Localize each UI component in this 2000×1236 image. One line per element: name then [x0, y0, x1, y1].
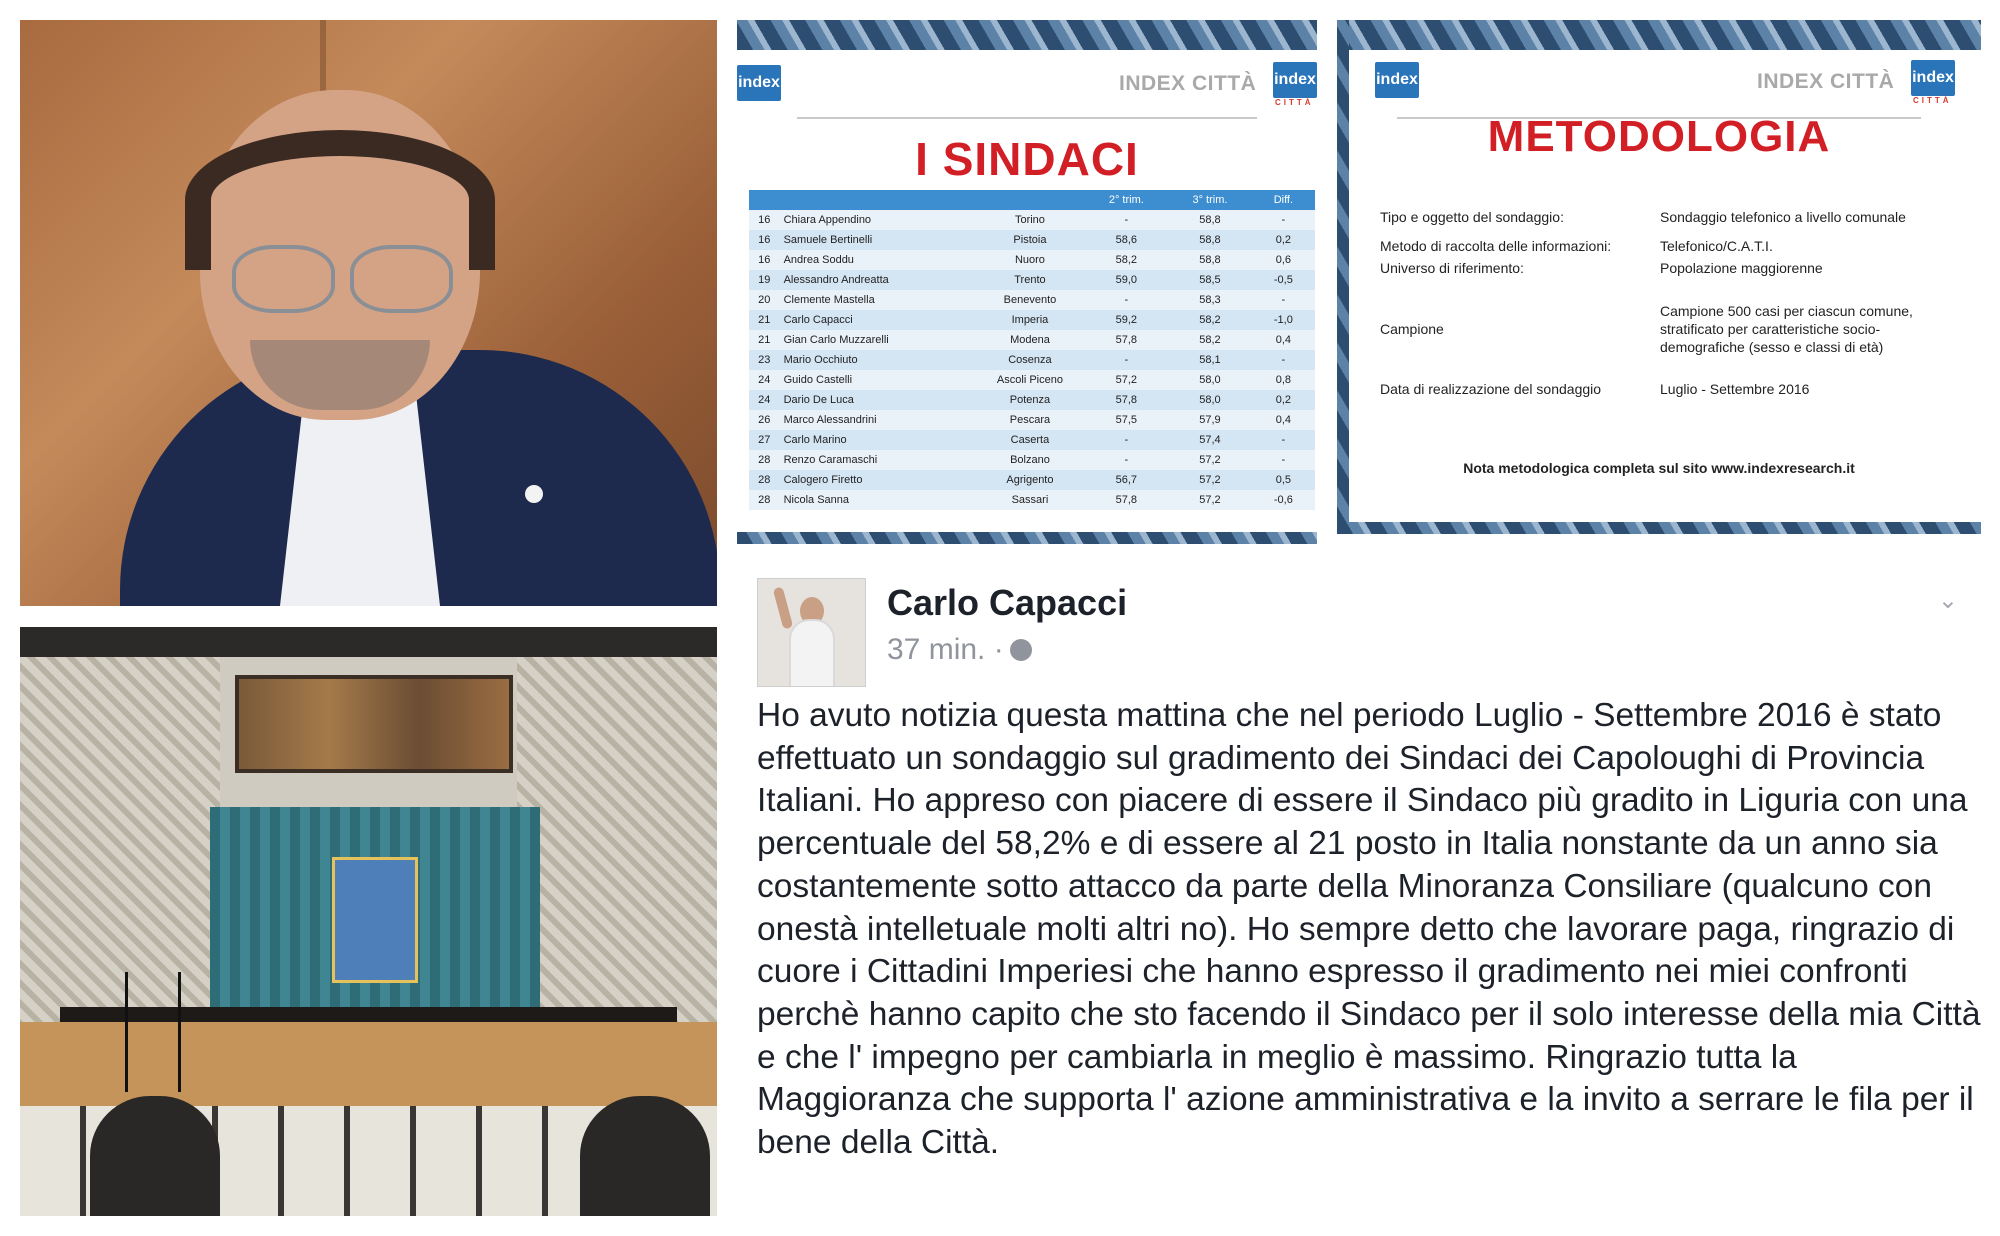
diff-cell: - [1252, 430, 1315, 450]
q2-score-cell: - [1085, 210, 1169, 230]
slide-sindaci [737, 20, 1317, 544]
mayor-name-cell: Mario Occhiuto [780, 350, 976, 370]
glasses-right-lens [350, 245, 453, 313]
diff-cell: 0,4 [1252, 330, 1315, 350]
q2-score-cell: 57,8 [1085, 330, 1169, 350]
table-row [749, 410, 1315, 430]
post-text: Ho avuto notizia questa mattina che nel periodo Luglio - Settembre 2016 è stato effettuato un sondaggio sul gradimento dei Sindaci dei Capoloughi di Provincia Italiani. Ho appreso con piacere di essere il Sindaco più gradito in Liguria con una percentuale del 58,2% e di essere al 21 posto in Italia nonstante da un anno sia costantemente sotto attacco da parte della Minoranza Consiliare (qualcuno con onestà intelletuale molti altri no). Ho sempre detto che lavorare paga, ringrazio di cuore i Cittadini Imperiesi che hanno espresso il gradimento nei miei confronti perchè hanno capito che sto facendo il Sindaco per il solo interesse della mia Città e che l' impegno per cambiarla in meglio è massimo. Ringrazio tutta la Maggioranza che supporta l' azione amministrativa e la invito a serrare le fila per il bene della Città. [757, 697, 1981, 1162]
rank-cell: 21 [749, 330, 780, 350]
q2-score-cell: 57,5 [1085, 410, 1169, 430]
council-hall-photo [20, 627, 717, 1216]
q3-score-cell: 57,2 [1168, 450, 1252, 470]
table-row [749, 450, 1315, 470]
q2-score-cell: - [1085, 450, 1169, 470]
chevron-down-icon[interactable]: ⌄ [1937, 587, 1958, 614]
q2-score-cell: 58,6 [1085, 230, 1169, 250]
method-value: Telefonico/C.A.T.I. [1660, 238, 1773, 254]
rank-cell: 23 [749, 350, 780, 370]
diff-cell: 0,5 [1252, 470, 1315, 490]
city-cell: Modena [975, 330, 1084, 350]
brand-label: INDEX CITTÀ [1757, 70, 1895, 93]
mayor-name-cell: Chiara Appendino [780, 210, 976, 230]
q3-score-cell: 57,4 [1168, 430, 1252, 450]
slide-title: I SINDACI [915, 133, 1139, 185]
city-cell: Sassari [975, 490, 1084, 510]
diff-cell: - [1252, 450, 1315, 470]
table-row [749, 330, 1315, 350]
q3-score-cell: 58,8 [1168, 250, 1252, 270]
city-cell: Torino [975, 210, 1084, 230]
q3-score-cell: 58,2 [1168, 330, 1252, 350]
index-citta-logo-sub: CITTÀ [1913, 96, 1952, 105]
city-cell: Pistoia [975, 230, 1084, 250]
facebook-post [737, 560, 1990, 1230]
diff-cell: - [1252, 350, 1315, 370]
q2-score-cell: 58,2 [1085, 250, 1169, 270]
table-row [749, 390, 1315, 410]
q2-score-cell: 57,2 [1085, 370, 1169, 390]
diff-cell: -1,0 [1252, 310, 1315, 330]
header-rule [797, 117, 1257, 119]
city-cell: Caserta [975, 430, 1084, 450]
method-label: Tipo e oggetto del sondaggio: [1380, 209, 1564, 225]
marble-wall-right [517, 627, 717, 1027]
q2-score-cell: - [1085, 350, 1169, 370]
city-cell: Trento [975, 270, 1084, 290]
mayor-name-cell: Carlo Marino [780, 430, 976, 450]
table-header-row [749, 190, 1315, 210]
index-citta-logo-sub: CITTÀ [1275, 98, 1314, 107]
ceiling [20, 627, 717, 657]
table-row [749, 350, 1315, 370]
city-cell: Ascoli Piceno [975, 370, 1084, 390]
table-row [749, 370, 1315, 390]
q2-score-cell: 59,2 [1085, 310, 1169, 330]
lapel-pin [525, 485, 543, 503]
method-value: Campione 500 casi per ciascun comune, stratificato per caratteristiche socio-demografiche (sesso e classi di età) [1660, 303, 1913, 355]
rank-cell: 27 [749, 430, 780, 450]
diff-cell: 0,8 [1252, 370, 1315, 390]
column-header-diff: Diff. [1252, 190, 1315, 210]
index-logo: index [1375, 62, 1419, 98]
rank-cell: 16 [749, 230, 780, 250]
column-header-q2: 2° trim. [1085, 190, 1169, 210]
column-header [749, 190, 780, 210]
mayor-name-cell: Andrea Soddu [780, 250, 976, 270]
mayor-name-cell: Clemente Mastella [780, 290, 976, 310]
column-header [975, 190, 1084, 210]
q2-score-cell: 57,8 [1085, 490, 1169, 510]
rank-cell: 28 [749, 450, 780, 470]
mayor-name-cell: Samuele Bertinelli [780, 230, 976, 250]
slide-frame-bottom [737, 532, 1317, 544]
rank-cell: 28 [749, 470, 780, 490]
avatar-body [791, 621, 833, 687]
table-row [749, 290, 1315, 310]
slide-title: METODOLOGIA [1487, 112, 1831, 161]
mayor-name-cell: Guido Castelli [780, 370, 976, 390]
q3-score-cell: 58,0 [1168, 390, 1252, 410]
q3-score-cell: 58,8 [1168, 230, 1252, 250]
table-row [749, 490, 1315, 510]
diff-cell: 0,4 [1252, 410, 1315, 430]
mayor-name-cell: Calogero Firetto [780, 470, 976, 490]
q2-score-cell: 56,7 [1085, 470, 1169, 490]
ranking-table [749, 190, 1315, 510]
mayor-name-cell: Nicola Sanna [780, 490, 976, 510]
q3-score-cell: 58,2 [1168, 310, 1252, 330]
city-cell: Potenza [975, 390, 1084, 410]
marble-wall-left [20, 627, 220, 1027]
city-cell: Nuoro [975, 250, 1084, 270]
city-banner [332, 857, 418, 983]
rank-cell: 16 [749, 210, 780, 230]
post-timestamp[interactable]: 37 min. · [887, 633, 1004, 666]
mayor-name-cell: Renzo Caramaschi [780, 450, 976, 470]
methodology-note: Nota metodologica completa sul sito www.indexresearch.it [1463, 460, 1855, 476]
q3-score-cell: 58,1 [1168, 350, 1252, 370]
glasses-left-lens [232, 245, 335, 313]
diff-cell: - [1252, 210, 1315, 230]
rank-cell: 20 [749, 290, 780, 310]
table-row [749, 470, 1315, 490]
table-row [749, 250, 1315, 270]
q3-score-cell: 57,2 [1168, 470, 1252, 490]
slide-frame-bottom [1337, 522, 1981, 534]
q3-score-cell: 58,3 [1168, 290, 1252, 310]
column-header-q3: 3° trim. [1168, 190, 1252, 210]
diff-cell: -0,6 [1252, 490, 1315, 510]
mayor-name-cell: Marco Alessandrini [780, 410, 976, 430]
avatar[interactable] [757, 578, 866, 687]
slide-frame-top [1337, 20, 1981, 50]
slide-metodologia [1337, 20, 1981, 534]
city-cell: Cosenza [975, 350, 1084, 370]
method-value: Popolazione maggiorenne [1660, 260, 1823, 276]
city-cell: Pescara [975, 410, 1084, 430]
diff-cell: 0,2 [1252, 230, 1315, 250]
mayor-name-cell: Gian Carlo Muzzarelli [780, 330, 976, 350]
q2-score-cell: 57,8 [1085, 390, 1169, 410]
method-value: Luglio - Settembre 2016 [1660, 381, 1810, 397]
city-cell: Benevento [975, 290, 1084, 310]
q3-score-cell: 58,8 [1168, 210, 1252, 230]
city-cell: Agrigento [975, 470, 1084, 490]
slide-frame-left [1337, 20, 1349, 534]
avatar-arm [773, 586, 794, 629]
mayor-name-cell: Carlo Capacci [780, 310, 976, 330]
diff-cell: - [1252, 290, 1315, 310]
rank-cell: 28 [749, 490, 780, 510]
audience-member [90, 1096, 220, 1216]
globe-icon [1010, 639, 1032, 661]
index-citta-logo: index [1273, 62, 1317, 98]
index-citta-logo: index [1911, 60, 1955, 96]
q3-score-cell: 58,5 [1168, 270, 1252, 290]
author-name[interactable]: Carlo Capacci [887, 582, 1128, 623]
index-logo: index [737, 65, 781, 101]
city-cell: Imperia [975, 310, 1084, 330]
q3-score-cell: 57,2 [1168, 490, 1252, 510]
rank-cell: 19 [749, 270, 780, 290]
column-header [780, 190, 976, 210]
q3-score-cell: 58,0 [1168, 370, 1252, 390]
rank-cell: 24 [749, 390, 780, 410]
table-row [749, 310, 1315, 330]
q3-score-cell: 57,9 [1168, 410, 1252, 430]
rank-cell: 24 [749, 370, 780, 390]
rank-cell: 21 [749, 310, 780, 330]
mayor-name-cell: Dario De Luca [780, 390, 976, 410]
method-label: Metodo di raccolta delle informazioni: [1380, 238, 1612, 254]
diff-cell: 0,2 [1252, 390, 1315, 410]
mayor-name-cell: Alessandro Andreatta [780, 270, 976, 290]
table-row [749, 270, 1315, 290]
diff-cell: -0,5 [1252, 270, 1315, 290]
post-meta [887, 633, 1032, 667]
brand-label: INDEX CITTÀ [1119, 72, 1257, 95]
table-row [749, 430, 1315, 450]
slide-frame-top [737, 20, 1317, 50]
q2-score-cell: 59,0 [1085, 270, 1169, 290]
diff-cell: 0,6 [1252, 250, 1315, 270]
rank-cell: 16 [749, 250, 780, 270]
method-label: Universo di riferimento: [1380, 260, 1524, 276]
mural-painting [235, 675, 513, 773]
method-label: Data di realizzazione del sondaggio [1380, 381, 1602, 397]
portrait-photo [20, 20, 717, 606]
city-cell: Bolzano [975, 450, 1084, 470]
table-row [749, 210, 1315, 230]
table-row [749, 230, 1315, 250]
method-label: Campione [1380, 321, 1444, 337]
q2-score-cell: - [1085, 430, 1169, 450]
audience-member [580, 1096, 710, 1216]
rank-cell: 26 [749, 410, 780, 430]
q2-score-cell: - [1085, 290, 1169, 310]
method-value: Sondaggio telefonico a livello comunale [1660, 209, 1906, 225]
camera-tripod [125, 972, 181, 1092]
